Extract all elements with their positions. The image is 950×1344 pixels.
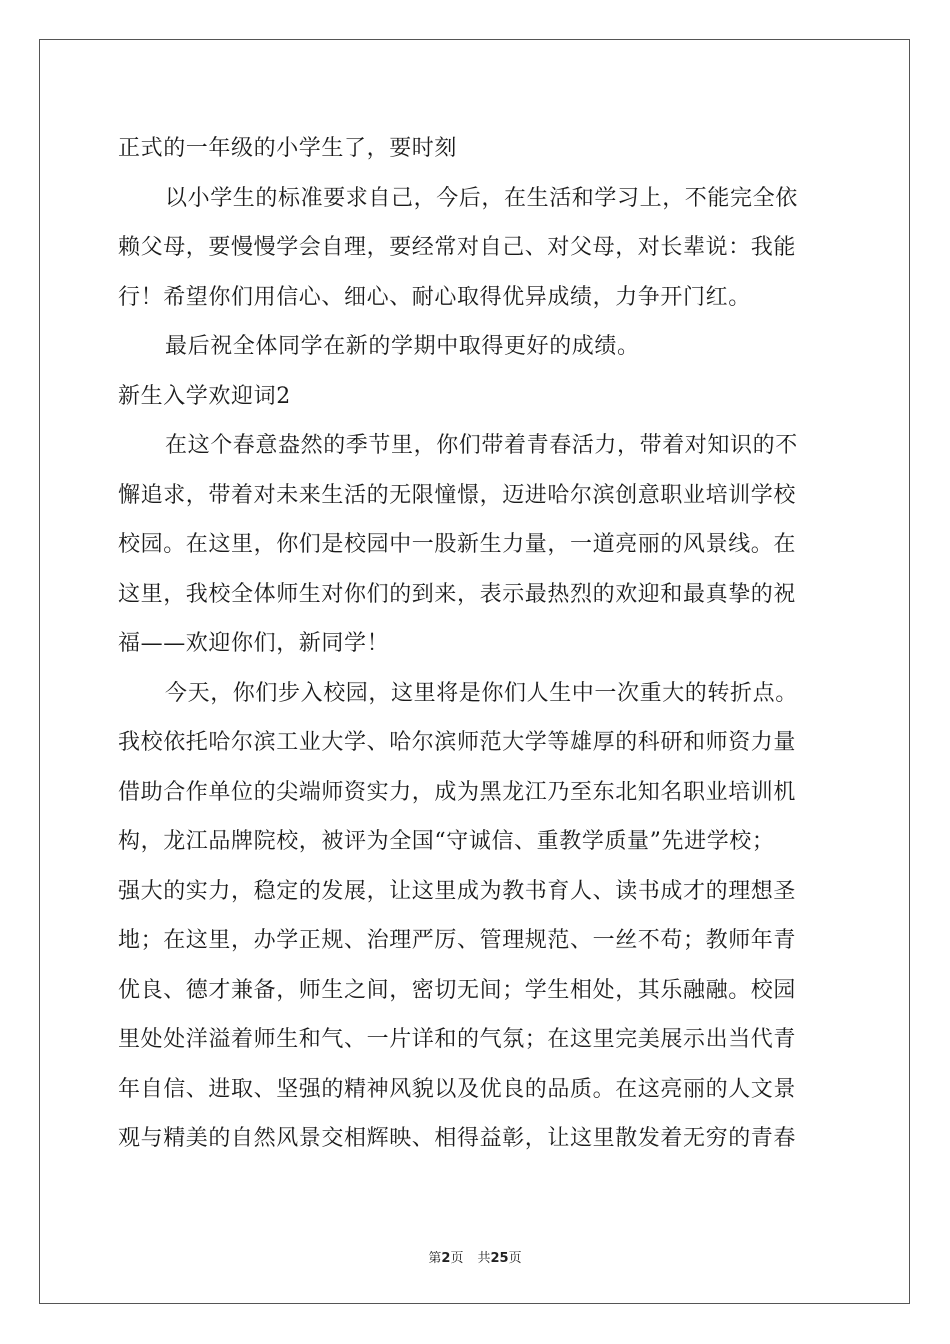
total-pages: 25 — [490, 1251, 509, 1266]
text-line: 构，龙江品牌院校，被评为全国“守诚信、重教学质量”先进学校； — [118, 829, 775, 854]
total-suffix: 页 — [508, 1251, 522, 1266]
text-line: 地；在这里，办学正规、治理严厉、管理规范、一丝不苟；教师年青 — [118, 928, 797, 953]
text-line: 以小学生的标准要求自己，今后，在生活和学习上，不能完全依 — [165, 185, 798, 211]
text-line: 赖父母，要慢慢学会自理，要经常对自己、对父母，对长辈说：我能 — [118, 235, 797, 260]
text-line: 新生入学欢迎词2 — [118, 383, 291, 409]
page-suffix: 页 — [450, 1251, 464, 1266]
page-number: 2 — [441, 1251, 451, 1266]
total-prefix: 共 — [477, 1251, 491, 1266]
text-line: 懈追求，带着对未来生活的无限憧憬，迈进哈尔滨创意职业培训学校 — [118, 482, 797, 508]
text-line: 年自信、进取、坚强的精神风貌以及优良的品质。在这亮丽的人文景 — [118, 1076, 797, 1102]
text-line: 正式的一年级的小学生了，要时刻 — [118, 136, 458, 161]
text-line: 借助合作单位的尖端师资实力，成为黑龙江乃至东北知名职业培训机 — [118, 779, 797, 805]
text-line: 今天，你们步入校园，这里将是你们人生中一次重大的转折点。 — [165, 680, 798, 706]
document-body — [118, 124, 832, 1164]
text-line: 在这个春意盎然的季节里，你们带着青春活力，带着对知识的不 — [165, 433, 798, 458]
text-line: 优良、德才兼备，师生之间，密切无间；学生相处，其乐融融。校园 — [118, 977, 797, 1003]
text-line: 行！希望你们用信心、细心、耐心取得优异成绩，力争开门红。 — [118, 284, 751, 310]
text-line: 观与精美的自然风景交相辉映、相得益彰，让这里散发着无穷的青春 — [118, 1126, 797, 1151]
text-line: 福——欢迎你们，新同学！ — [118, 631, 390, 656]
page-prefix: 第 — [428, 1251, 442, 1266]
page-footer — [0, 1247, 950, 1266]
text-line: 强大的实力，稳定的发展，让这里成为教书育人、读书成才的理想圣 — [118, 878, 797, 904]
text-line: 我校依托哈尔滨工业大学、哈尔滨师范大学等雄厚的科研和师资力量 — [118, 730, 797, 755]
text-line: 这里，我校全体师生对你们的到来，表示最热烈的欢迎和最真挚的祝 — [118, 581, 797, 607]
text-line: 校园。在这里，你们是校园中一股新生力量，一道亮丽的风景线。在 — [118, 532, 797, 557]
text-line: 里处处洋溢着师生和气、一片详和的气氛；在这里完美展示出当代青 — [118, 1027, 797, 1052]
text-line: 最后祝全体同学在新的学期中取得更好的成绩。 — [165, 334, 640, 359]
